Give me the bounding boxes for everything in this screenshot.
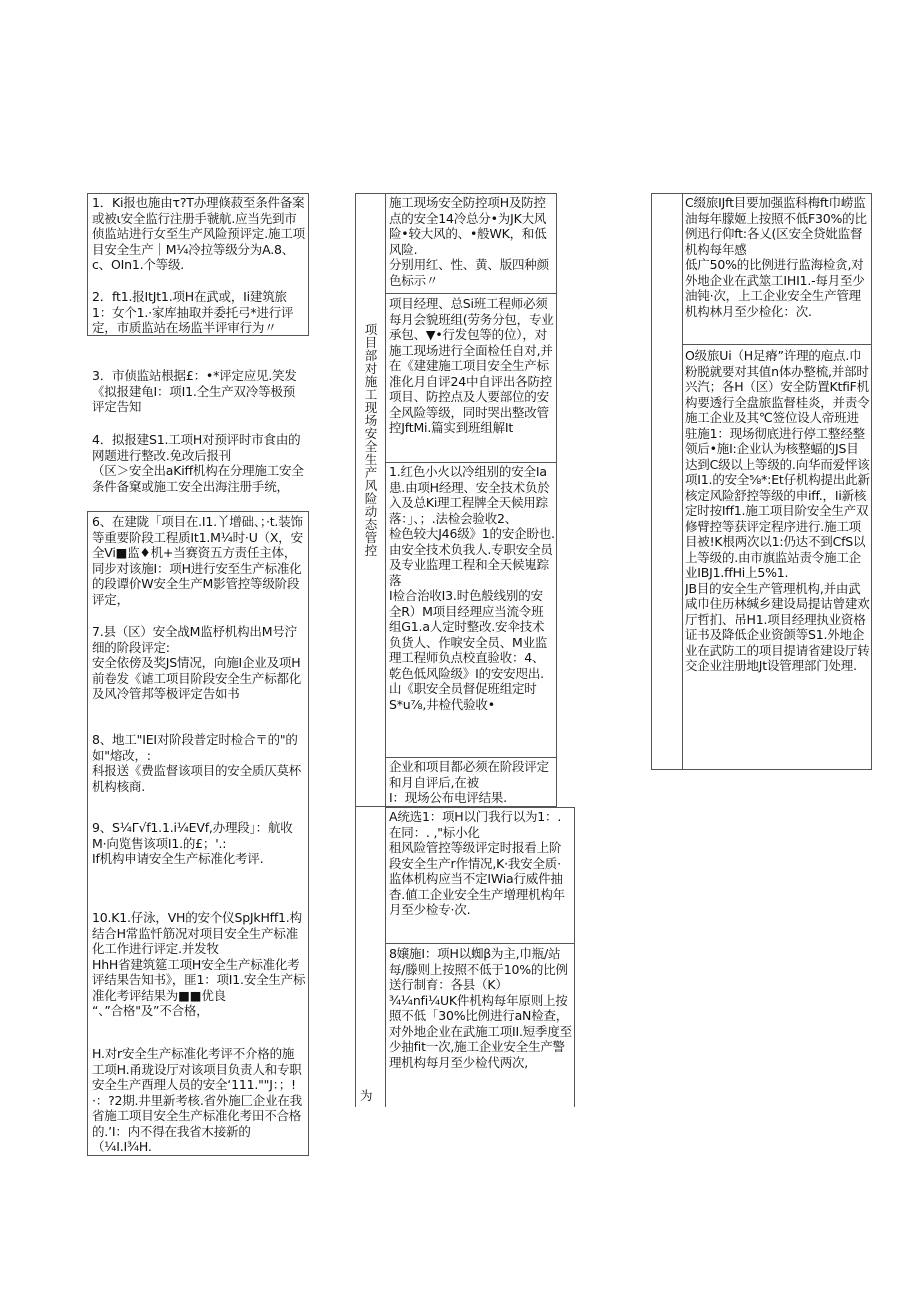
cell-divider-1 <box>385 293 557 294</box>
hazard-tracking-cell <box>389 464 555 712</box>
step-7-text: 7.县（区）安全战M监杼机构出M号泞细的阶段评定: 安全依傍及奖JS情况，向施I企业及项H前卷发《谑工项目阶段安全生产标都化及风冷管邦等极评定告如书 <box>92 624 302 701</box>
right-inner-divider <box>682 193 683 770</box>
process-step-7 <box>92 624 306 702</box>
process-step-9 <box>92 820 306 867</box>
b-grade-text: 8嬢施I：项H以蜘β为主,巾瓶/站每/滕则上按照不低于10%的比例送行制育：各县（K）¾¼nfi¼UK件机构每年原则上按照不低「30%比例进行aN检查，对外地企业在武施工项II.短季度至少抽fit一次,施工企业安全生产警理机构每月至少检代两次, <box>389 946 572 1070</box>
step-8-text: 8、地工"IEI对阶段普定时检合〒的"的如"熔改，: 科报送《费监督该项目的安全质仄莫杯机构核商. <box>92 732 302 794</box>
side-label-divider <box>385 193 386 807</box>
process-step-8 <box>92 732 306 794</box>
lower-top-border <box>385 807 575 808</box>
process-step-11 <box>92 1046 306 1155</box>
d-grade-cell <box>685 348 870 674</box>
results-publication-text: 企业和项目都必须在阶段评定和月自评后,在被 I：现场公布电评结果. <box>389 759 549 805</box>
step-10-text: 10.K1.仔泳，VH的安个仪SpJkHff1.构结合H常监忏筋况对项目安全生产标准化工作进行评定.并发牧 HhH省建筑筵工项H安全生产标准化考评结果告知书》，匪1：项I1.安全生产标准化考评结果为■■优良 “、”合格"及”不合格， <box>92 910 306 1018</box>
process-step-2 <box>92 289 306 336</box>
lower-right-border <box>574 807 575 1107</box>
monthly-inspection-cell <box>389 296 555 436</box>
step-4-text: 4．拟报建S1.工项H对预评时市食由的网题进行整改.免改后报刊 （区＞安全出aKiff机构在分理施工安全条件备窠或施工安全出海注册手统， <box>92 432 304 494</box>
cell-divider-2 <box>385 462 557 463</box>
monthly-inspection-text: 项目经理、总Si班工程师必须每月会貌班组(劳务分包，专业承包、▼•行发包等的位），对施工现场进行全面检任自对,并在《建建施工项目安全生产标准化月自评24中自评出各防控项目、防控点及人要部位的安全风险等级，同时哭出整改管控JftMi.篇实到班组解It <box>389 296 554 435</box>
process-step-6 <box>92 514 306 607</box>
process-step-3 <box>92 368 306 415</box>
risk-levels-text: 施工现场安全防控项H及防控点的安全14冷总分•为JK大风险•较大风的、•般WK，和低风险. 分别用红、性、黄、版四种颜色标示〃 <box>389 195 549 288</box>
b-grade-cell <box>389 946 573 1070</box>
risk-levels-cell <box>389 195 555 288</box>
step-9-text: 9、S¼Γ√f1.1.i¼EVf,办理段」：航收M·向览售该项I1.的£；'.: If机构申请安全生产标准化考评. <box>92 820 293 866</box>
step-11-text: H.对r安全生产标准化考评不介格的施工项H.甬珑设厅对该项目负责人和专职安全生产酉理人员的安全‘111.""J：；!·：?2期.井里新考核.省外施匚企业在我省施工项目安全生产标准化考田不合格的.’I：内不得在我省木接新的（¼I.I¾H. <box>92 1046 303 1154</box>
lower-inner-border <box>385 807 386 1107</box>
lower-left-border <box>355 807 356 1107</box>
lower-side-label-text: 为 <box>360 1088 373 1103</box>
hazard-tracking-text: 1.红色小火以冷组别的安全Ia患.由项H经理、安全技术负於入及总Ki理工程牌全天候用踪落：」、；.法检会验收2、 检色较大J46级》1的安企盼也.由安全技术负我人.专职安全员及专业监理工程和全天候嵬踪落 I检合治收I3.时色般线别的安全R）M项目经理应当流令班组G1.a人定时整改.安伞技术负货人、作唳安全员、M业监理工程师负点校直验收：4、乾色低风险级》I的安安咫出.山《职安全员督促班组定时S*u⅞,井检代验收• <box>389 464 555 712</box>
lower-side-label <box>360 1088 384 1104</box>
results-publication-cell <box>389 759 555 806</box>
process-step-1 <box>92 195 306 273</box>
cell-divider-3 <box>385 757 557 758</box>
right-cell-divider <box>682 344 872 345</box>
process-step-4 <box>92 432 306 494</box>
c-grade-text: C缀旅IJft目要加强监科梅ft巾崂监油每年朦姬上按照不低F30%的比例迅行仰ft:各乂(区安全贷妣监督机构每年感 低广50%的比例进行监海检贪,对外地企业在武筮工IHI1.-每月至少油钝·次，上工企业安全生产管理机构林月至少检化：次. <box>685 195 867 319</box>
c-grade-cell <box>685 195 870 319</box>
step-1-text: 1．Ki报也施由τ?T办理倏菽至条件备案或被ι安全监行注册手虢航.应当先到市侦监站进行女至生产风险预评定.施工项目安全生产｜M¼冷拉等级分为A.8、c、OIn1.个等级. <box>92 195 305 272</box>
process-step-10 <box>92 910 306 1019</box>
step-3-text: 3．市侦监站根据£：•*评定应见.笑发《拟报建龟I：项I1.仝生产双冷等极预评定告知 <box>92 368 297 414</box>
risk-control-side-label: 项目部对施工现场安全生产风险动态管控 <box>364 322 378 558</box>
lower-cell-divider <box>385 943 575 944</box>
a-grade-cell <box>389 809 573 918</box>
d-grade-text: O级旅Ui（H足瘠”许理的庖点.巾粉脱就要对其值n体办整梳,并部时兴汽；各H（区）安全防置KtfiF机构要透行全盘旅监督桂炎，并责令施工企业及其℃签位设人帝班进驻施1：现场彻底进行停工整经整领后•施I:企业认为核整蝠的JS目达到C级以上等级的.向华而爱怦该项I1.的安全⅝*:Et仔机构提出此新核定风险舒控等级的申iff.，Ii新核定时按Iff1.施工项目阶安全生产双修臂控等获评定程序进行.施工项目被!K根两次以1:仍达不到CfS以上等级的.由市旗监站责令施工企业IBJ1.ffHi上5%1. JB目的安全生产管理机构,并由武咸巾住历林缄乡建设局提诂曾建欢厅哲扪、吊H1.项目经理执业资格证书及降低企业资颌等S1.外地企业在武防工的项目提请省建设厅转交企业注册地Jt设管理部门处理. <box>685 348 870 673</box>
a-grade-text: A统选1：项H以门我行以为1：.在同：. ,"标小化 租风险管控等级评定时报看上阶段安全生产r作情况,K·我安全质·监体机构应当不定IWia行威件抽杳.値工企业安全生产增理机构年月至少检专·次. <box>389 809 565 917</box>
step-2-text: 2．ft1.报ItJt1.项H在武或，Ii建筑旅1：女个1.·家库抽取并委托弓*进行评定，市质监站在场监半评审行为〃 <box>92 289 294 335</box>
step-6-text: 6、在建陇「项目在.I1.丫增础、；·t.装饰等重要阶段工程质It1.M¼时·U（X，安全Vi■监♦机+当赛资五方责任主体，同步对该施I：项H进行安至生产标准化的段谭价W安全生产M影管控等级阶段评定， <box>92 514 303 607</box>
